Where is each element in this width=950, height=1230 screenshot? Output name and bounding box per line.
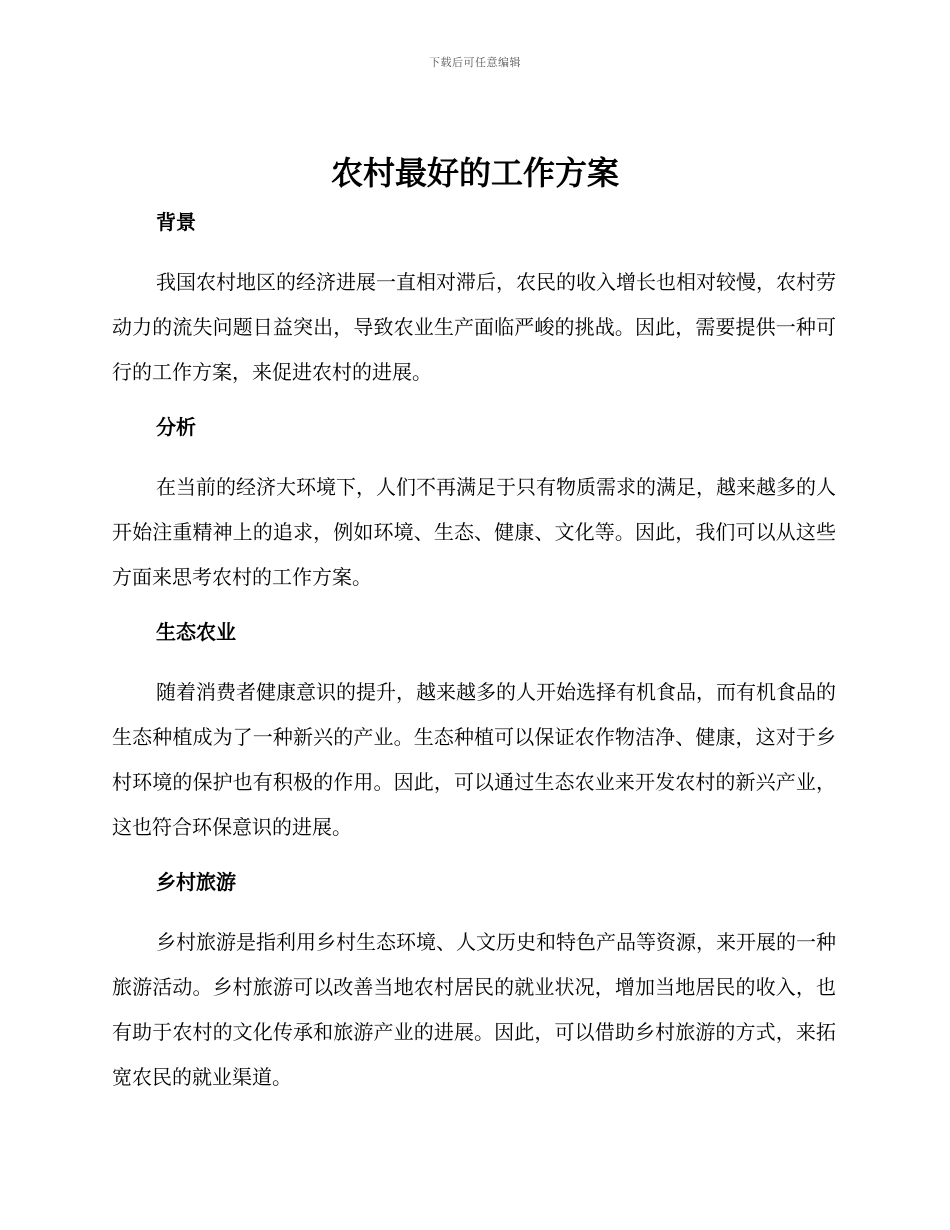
section-paragraph: 在当前的经济大环境下，人们不再满足于只有物质需求的满足，越来越多的人开始注重精神上的追求，例如环境、生态、健康、文化等。因此，我们可以从这些方面来思考农村的工作方案。 xyxy=(112,475,836,589)
section-heading: 分析 xyxy=(156,415,196,439)
section-paragraph: 乡村旅游是指利用乡村生态环境、人文历史和特色产品等资源，来开展的一种旅游活动。乡村旅游可以改善当地农村居民的就业状况，增加当地居民的收入，也有助于农村的文化传承和旅游产业的进展。因此，可以借助乡村旅游的方式，来拓宽农民的就业渠道。 xyxy=(112,930,836,1089)
page-header-note: 下载后可任意编辑 xyxy=(429,56,521,69)
section-analysis xyxy=(112,410,836,600)
section-rural-tourism xyxy=(112,865,836,1100)
section-paragraph: 我国农村地区的经济进展一直相对滞后，农民的收入增长也相对较慢，农村劳动力的流失问题日益突出，导致农业生产面临严峻的挑战。因此，需要提供一种可行的工作方案，来促进农村的进展。 xyxy=(112,270,836,384)
section-paragraph: 随着消费者健康意识的提升，越来越多的人开始选择有机食品，而有机食品的生态种植成为了一种新兴的产业。生态种植可以保证农作物洁净、健康，这对于乡村环境的保护也有积极的作用。因此，可以通过生态农业来开发农村的新兴产业，这也符合环保意识的进展。 xyxy=(112,680,836,839)
section-heading: 生态农业 xyxy=(156,620,236,644)
section-heading: 乡村旅游 xyxy=(156,870,236,894)
document-title: 农村最好的工作方案 xyxy=(330,154,619,192)
section-heading: 背景 xyxy=(156,210,196,234)
document-body xyxy=(112,205,836,1115)
section-eco-agriculture xyxy=(112,615,836,850)
section-background xyxy=(112,205,836,395)
